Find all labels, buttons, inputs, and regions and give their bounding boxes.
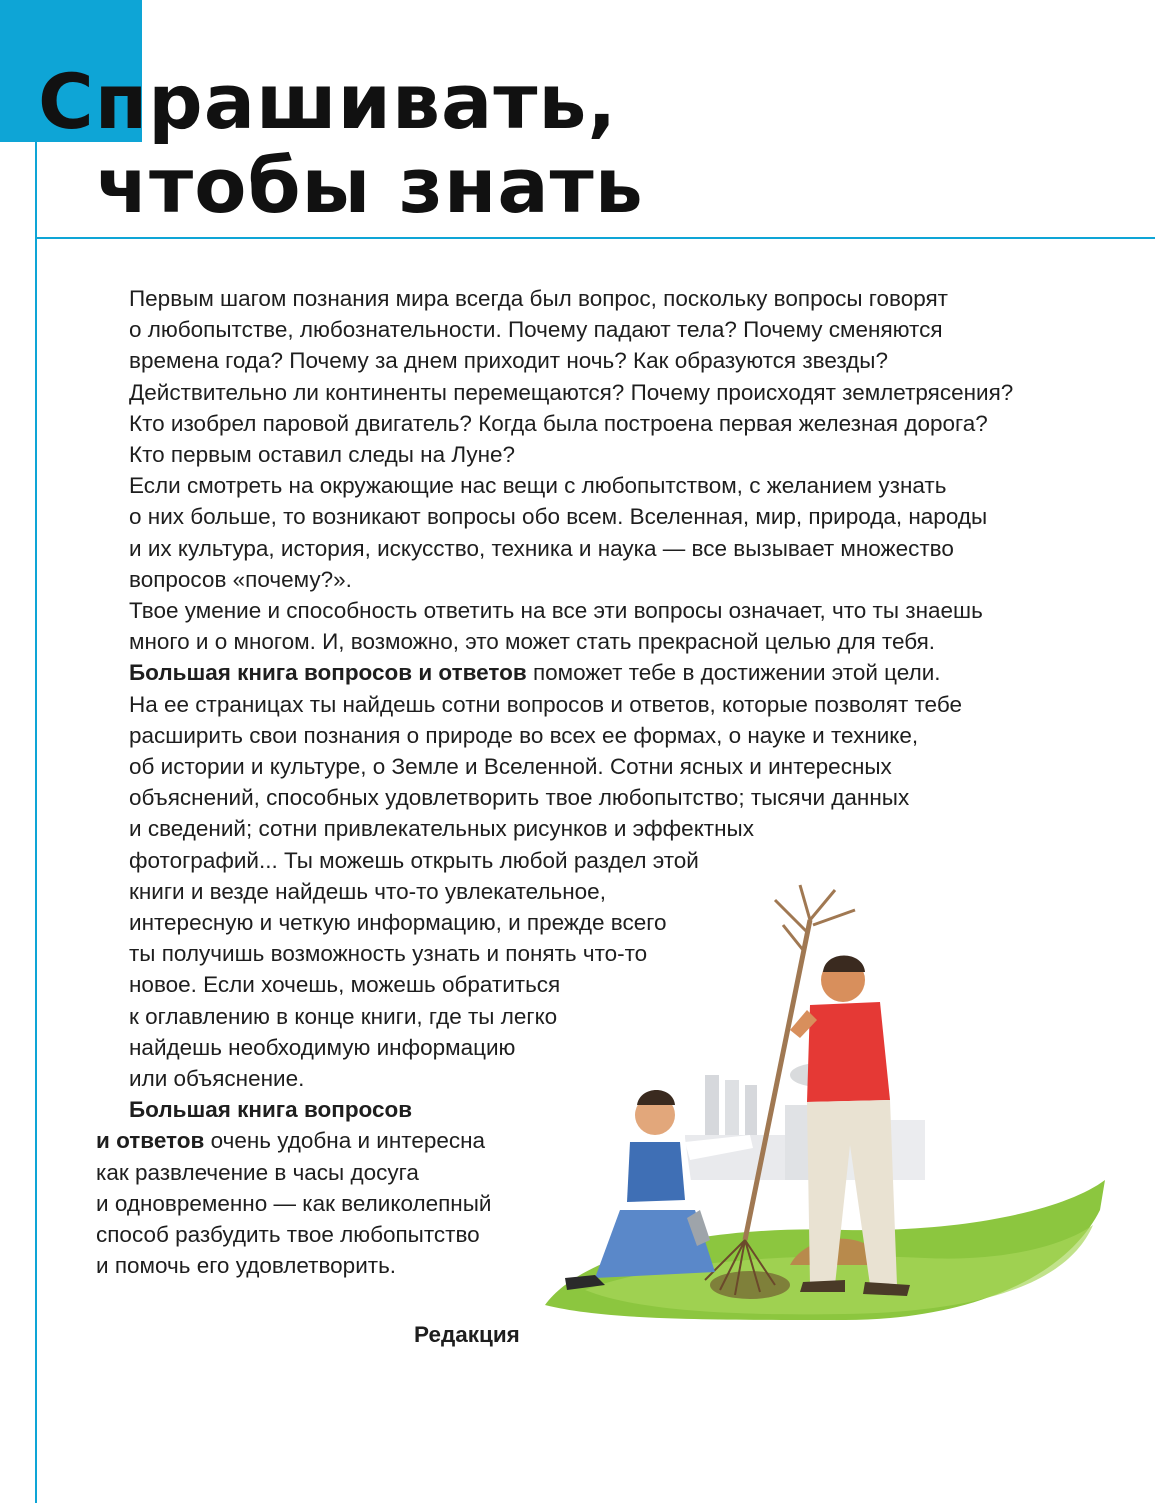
text-line: времена года? Почему за днем приходит ночь? Как образуются звезды?: [129, 348, 888, 374]
text-line: об истории и культуре, о Земле и Вселенной. Сотни ясных и интересных: [129, 754, 892, 780]
book-title-bold: Большая книга вопросов: [129, 1097, 413, 1123]
text-line: и помочь его удовлетворить.: [96, 1253, 397, 1279]
title-line-1: Спрашивать,: [38, 57, 618, 146]
text-line: расширить свои познания о природе во всех ее формах, о науке и технике,: [129, 722, 919, 748]
text-line: и сведений; сотни привлекательных рисунков и эффектных: [129, 816, 754, 842]
book-title-bold: и ответов: [96, 1128, 205, 1154]
text-line: Твое умение и способность ответить на все эти вопросы означает, что ты знаешь: [129, 598, 983, 624]
text-line: вопросов «почему?».: [129, 566, 352, 592]
text-line: объяснений, способных удовлетворить твое любопытство; тысячи данных: [129, 785, 910, 811]
paragraph-2: [96, 470, 1071, 595]
text-line: найдешь необходимую информацию: [129, 1034, 516, 1060]
text-line: способ разбудить твое любопытство: [96, 1222, 480, 1248]
vertical-accent-rule: [35, 142, 37, 1503]
text-line: книги и везде найдешь что-то увлекательное,: [129, 878, 606, 904]
text-line: и их культура, история, искусство, техника и наука — все вызывает множество: [129, 535, 954, 561]
text-line: много и о многом. И, возможно, это может стать прекрасной целью для тебя.: [129, 629, 936, 655]
paragraph-3: [96, 595, 1071, 689]
text-line: как развлечение в часы досуга: [96, 1159, 419, 1185]
text-line: или объяснение.: [129, 1066, 305, 1092]
text-line: Действительно ли континенты перемещаются? Почему происходят землетрясения?: [129, 379, 1014, 405]
text-line: фотографий... Ты можешь открыть любой раздел этой: [129, 847, 699, 873]
text-line: Если смотреть на окружающие нас вещи с любопытством, с желанием узнать: [129, 473, 947, 499]
text-line: На ее страницах ты найдешь сотни вопросов и ответов, которые позволят тебе: [129, 691, 962, 717]
title-line-2: чтобы знать: [96, 141, 644, 230]
text-line: о них больше, то возникают вопросы обо всем. Вселенная, мир, природа, народы: [129, 504, 988, 530]
page-title: [38, 57, 644, 230]
text-line: ты получишь возможность узнать и понять что-то: [129, 941, 648, 967]
text-fragment: очень удобна и интересна: [204, 1128, 486, 1154]
text-fragment: поможет тебе в достижении этой цели.: [526, 660, 941, 686]
text-line: Первым шагом познания мира всегда был вопрос, поскольку вопросы говорят: [129, 286, 948, 311]
paragraph-1: [96, 283, 1071, 470]
text-line: [96, 657, 1071, 688]
book-title-bold: Большая книга вопросов и ответов: [129, 660, 527, 686]
horizontal-accent-rule: [35, 237, 1155, 239]
tree-planting-illustration: [545, 880, 1105, 1320]
text-line: новое. Если хочешь, можешь обратиться: [129, 972, 561, 998]
signature: Редакция: [414, 1322, 520, 1347]
text-line: Кто изобрел паровой двигатель? Когда была построена первая железная дорога?: [129, 410, 988, 436]
text-line: к оглавлению в конце книги, где ты легко: [129, 1003, 558, 1029]
text-line: интересную и четкую информацию, и прежде всего: [129, 910, 667, 936]
text-line: и одновременно — как великолепный: [96, 1190, 492, 1216]
text-line: о любопытстве, любознательности. Почему падают тела? Почему сменяются: [129, 317, 943, 343]
text-line: Кто первым оставил следы на Луне?: [129, 442, 516, 468]
